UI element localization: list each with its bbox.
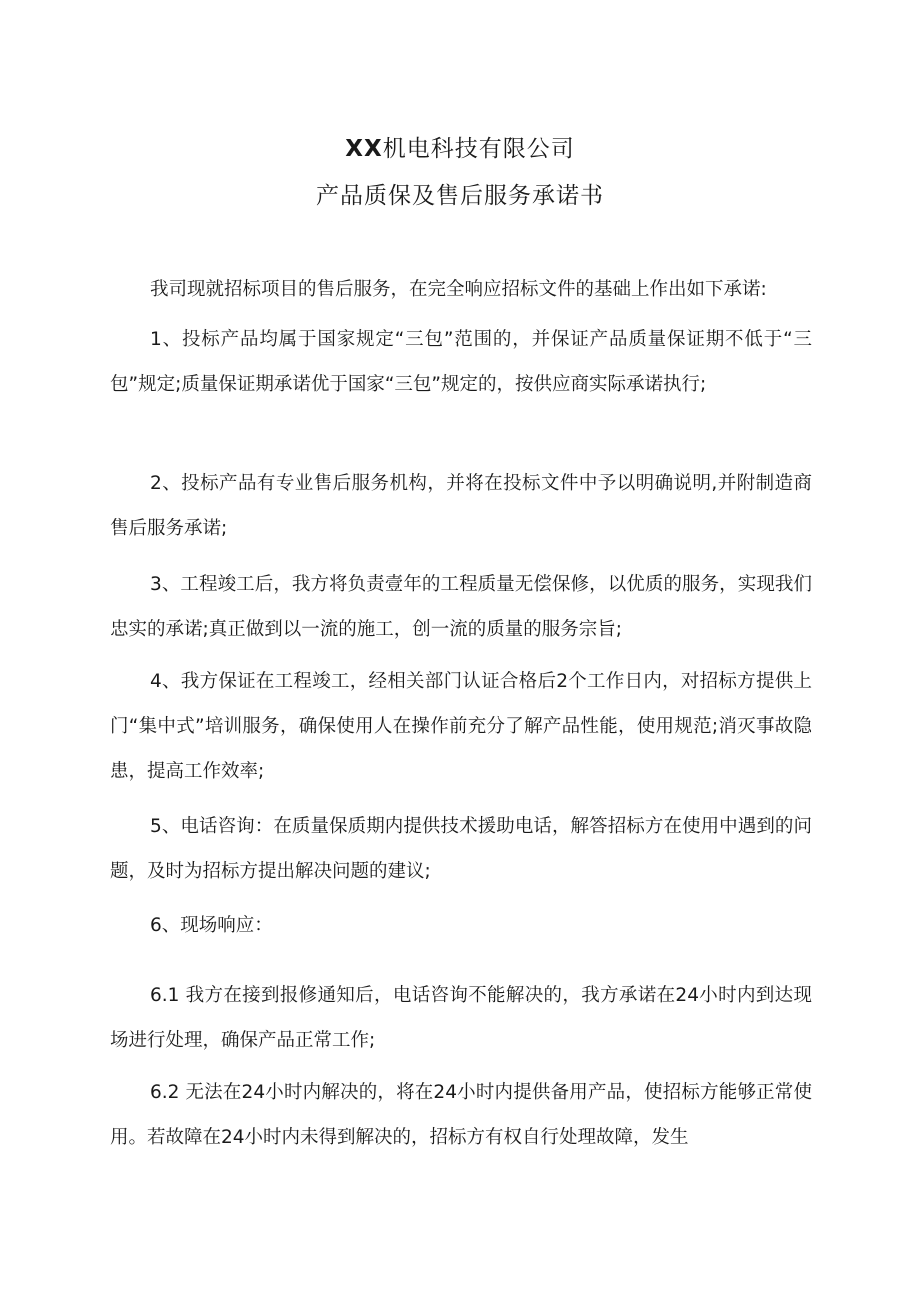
clause-6: 6、现场响应：	[150, 915, 273, 936]
clause-2: 2、投标产品有专业售后服务机构，并将在投标文件中予以明确说明,并附制造商售后服务承诺;	[110, 473, 812, 539]
clause-6-2: 6.2 无法在24小时内解决的，将在24小时内提供备用产品，使招标方能够正常使用。若故障在24小时内未得到解决的，招标方有权自行处理故障，发生	[110, 1082, 812, 1148]
clause-3: 3、工程竣工后，我方将负责壹年的工程质量无偿保修，以优质的服务，实现我们忠实的承诺;真正做到以一流的施工，创一流的质量的服务宗旨;	[110, 574, 812, 640]
intro-paragraph: 我司现就招标项目的售后服务，在完全响应招标文件的基础上作出如下承诺:	[150, 279, 767, 300]
document-title: 产品质保及售后服务承诺书	[316, 183, 604, 209]
company-title: XX机电科技有限公司	[345, 136, 575, 162]
clause-6-1: 6.1 我方在接到报修通知后，电话咨询不能解决的，我方承诺在24小时内到达现场进行处理，确保产品正常工作;	[110, 985, 812, 1051]
clause-1: 1、投标产品均属于国家规定“三包”范围的，并保证产品质量保证期不低于“三包”规定;质量保证期承诺优于国家“三包”规定的，按供应商实际承诺执行;	[110, 329, 812, 395]
clause-4: 4、我方保证在工程竣工，经相关部门认证合格后2个工作日内，对招标方提供上门“集中式”培训服务，确保使用人在操作前充分了解产品性能，使用规范;消灭事故隐患，提高工作效率;	[110, 671, 812, 782]
clause-5: 5、电话咨询：在质量保质期内提供技术援助电话，解答招标方在使用中遇到的问题，及时为招标方提出解决问题的建议;	[110, 816, 812, 882]
